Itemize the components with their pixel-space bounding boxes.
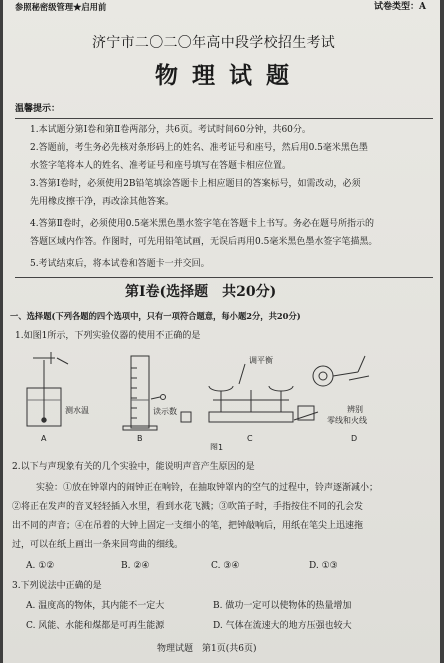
q2-option-b: B. ②④ bbox=[121, 561, 150, 571]
notice-line: 水签字笔将本人的姓名、准考证号和座号填写在答题卡相应位置。 bbox=[30, 161, 292, 171]
q3-option-d: D. 气体在流速大的地方压强也较大 bbox=[213, 621, 352, 631]
label-d: D bbox=[351, 434, 358, 443]
q2-option-a: A. ①② bbox=[26, 561, 55, 571]
question-1-stem: 1.如图1所示，下列实验仪器的使用不正确的是 bbox=[15, 331, 201, 341]
divider bbox=[15, 277, 433, 278]
notice-line: 3.答第Ⅰ卷时，必须使用2B铅笔填涂答题卡上相应题目的答案标号，如需改动，必须 bbox=[30, 179, 361, 189]
label-c: C bbox=[247, 434, 253, 443]
notice-line: 4.答第Ⅱ卷时，必须使用0.5毫米黑色墨水签字笔在答题卡上书写。务必在题号所指示的 bbox=[30, 219, 375, 229]
question-2-stem: 2.以下与声现象有关的几个实验中，能说明声音产生原因的是 bbox=[12, 462, 255, 472]
thermometer-beaker-icon bbox=[27, 352, 68, 426]
q3-option-a: A. 温度高的物体，其内能不一定大 bbox=[26, 601, 165, 611]
balance-scale-icon bbox=[181, 364, 293, 422]
question-3-stem: 3.下列说法中正确的是 bbox=[12, 581, 102, 591]
paper-type-label: 试卷类型：A bbox=[374, 2, 426, 12]
figure-1 bbox=[13, 350, 433, 450]
question-2-body: 出不同的声音；④在吊着的大钟上固定一支细小的笔，把钟敲响后，用纸在笔尖上迅速拖 bbox=[12, 521, 364, 531]
label-d-name1: 辨别 bbox=[347, 405, 363, 414]
page-title: 物 理 试 题 bbox=[155, 62, 293, 89]
section-instructions: 一、选择题(下列各题的四个选项中，只有一项符合题意，每小题2分，共20分) bbox=[10, 311, 301, 321]
label-a: A bbox=[41, 434, 47, 443]
figure-1-drawing bbox=[13, 350, 433, 450]
q3-option-b: B. 做功一定可以使物体的热量增加 bbox=[213, 601, 352, 611]
label-c-top: 调平衡 bbox=[249, 356, 273, 365]
q2-option-d: D. ①③ bbox=[309, 561, 338, 571]
notice-line: 1.本试题分第Ⅰ卷和第Ⅱ卷两部分，共6页。考试时间60分钟，共60分。 bbox=[30, 125, 311, 135]
q2-option-c: C. ③④ bbox=[211, 561, 240, 571]
notice-heading-text: 温馨提示： bbox=[15, 104, 61, 114]
notice-line: 先用橡皮擦干净，再改涂其他答案。 bbox=[30, 197, 175, 207]
label-b: B bbox=[137, 434, 143, 443]
page-footer: 物理试题 第1页(共6页) bbox=[157, 644, 257, 654]
exam-page bbox=[3, 0, 440, 663]
question-2-body: 实验：①放在钟罩内的闹钟正在响铃，在抽取钟罩内的空气的过程中，铃声逐渐减小； bbox=[36, 483, 379, 493]
notice-line: 答题区域内作答。作图时，可先用铅笔试画，无误后再用0.5毫米黑色墨水签字笔描黑。 bbox=[30, 237, 378, 247]
label-d-name2: 零线和火线 bbox=[327, 416, 367, 425]
graduated-cylinder-icon bbox=[123, 356, 166, 430]
notice-line: 5.考试结束后，将本试卷和答题卡一并交回。 bbox=[30, 259, 210, 269]
confidential-label: 参照秘密级管理★启用前 bbox=[15, 2, 107, 12]
divider bbox=[15, 118, 433, 119]
question-2-body: 过，可以在纸上画出一条来回弯曲的细线。 bbox=[12, 540, 184, 550]
label-b-name: 读示数 bbox=[153, 407, 177, 416]
q3-option-c: C. 风能、水能和煤都是可再生能源 bbox=[26, 621, 165, 631]
exam-name: 济宁市二〇二〇年高中段学校招生考试 bbox=[92, 35, 336, 51]
label-a-name: 测水温 bbox=[65, 406, 89, 415]
notice-line: 2.答题前，考生务必先核对条形码上的姓名、准考证号和座号，然后用0.5毫米黑色墨 bbox=[30, 143, 368, 153]
section-title: 第Ⅰ卷(选择题 共20分) bbox=[125, 284, 277, 300]
figure-1-caption: 图1 bbox=[210, 443, 224, 450]
question-2-body: ②将正在发声的音叉轻轻插入水里，看到水花飞溅；③吹笛子时，手指按住不同的孔会发 bbox=[12, 502, 364, 512]
